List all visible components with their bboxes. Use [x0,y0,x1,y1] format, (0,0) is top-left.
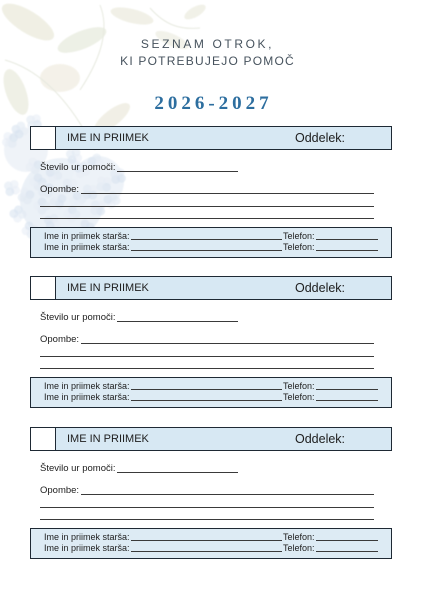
notes-line [40,368,374,369]
parent-name-label: Ime in priimek starša: [44,543,130,553]
notes-label: Opombe: [40,485,80,496]
department-label: Oddelek: [295,432,346,446]
entry-header [30,427,392,451]
child-entry [30,276,392,409]
notes-label: Opombe: [40,334,80,345]
entry-checkbox [31,127,56,149]
parent-name-line [131,540,282,541]
hours-of-help-label: Število ur pomoči: [40,162,116,173]
hydrangea-petal [2,138,11,147]
notes-line [81,494,374,495]
notes-line [81,343,374,344]
entry-header-fill [56,127,391,149]
notes-line [40,519,374,520]
notes-line [40,206,374,207]
parent-contact-box [30,227,392,258]
entry-header [30,276,392,300]
hours-of-help-label: Število ur pomoči: [40,312,116,323]
parent-name-line [131,389,282,390]
child-entry [30,427,392,560]
notes-label: Opombe: [40,184,80,195]
hydrangea-petal [10,180,19,189]
parent-row [31,532,391,542]
hydrangea-petal [9,209,18,218]
title-line-1: SEZNAM OTROK, [140,37,275,51]
parent-name-label: Ime in priimek starša: [44,242,130,252]
phone-line [316,540,378,541]
child-name-label: IME IN PRIIMEK [67,433,149,445]
entry-checkbox [31,277,56,299]
parent-name-line [131,239,282,240]
entry-header-fill [56,277,391,299]
parent-name-label: Ime in priimek starša: [44,392,130,402]
hours-of-help-line [117,321,238,322]
phone-label: Telefon: [283,381,315,391]
parent-name-label: Ime in priimek starša: [44,532,130,542]
parent-name-label: Ime in priimek starša: [44,381,130,391]
child-name-label: IME IN PRIIMEK [67,282,149,294]
parent-name-line [131,250,282,251]
entry-header-fill [56,428,391,450]
hours-of-help-line [117,472,238,473]
department-label: Oddelek: [295,281,346,295]
phone-line [316,250,378,251]
parent-name-line [131,551,282,552]
entry-header [30,126,392,150]
entry-checkbox [31,428,56,450]
child-name-label: IME IN PRIIMEK [67,132,149,144]
title-line-2: KI POTREBUJEJO POMOČ [120,54,295,68]
phone-label: Telefon: [283,231,315,241]
parent-row [31,392,391,402]
phone-line [316,551,378,552]
notes-line [81,193,374,194]
phone-line [316,400,378,401]
child-entry [30,126,392,259]
parent-contact-box [30,377,392,408]
parent-name-label: Ime in priimek starša: [44,231,130,241]
leaf-shape [109,4,155,28]
parent-row [31,381,391,391]
phone-label: Telefon: [283,392,315,402]
parent-row [31,231,391,241]
notes-line [40,218,374,219]
phone-label: Telefon: [283,532,315,542]
phone-label: Telefon: [283,242,315,252]
phone-line [316,389,378,390]
leaf-shape [40,64,80,92]
phone-label: Telefon: [283,543,315,553]
hours-of-help-label: Število ur pomoči: [40,463,116,474]
phone-line [316,239,378,240]
parent-contact-box [30,528,392,559]
leaf-shape [182,2,208,23]
parent-row [31,242,391,252]
parent-name-line [131,400,282,401]
school-year: 2026-2027 [154,93,273,114]
notes-line [40,356,374,357]
department-label: Oddelek: [295,131,346,145]
notes-line [40,507,374,508]
hours-of-help-line [117,171,238,172]
parent-row [31,543,391,553]
